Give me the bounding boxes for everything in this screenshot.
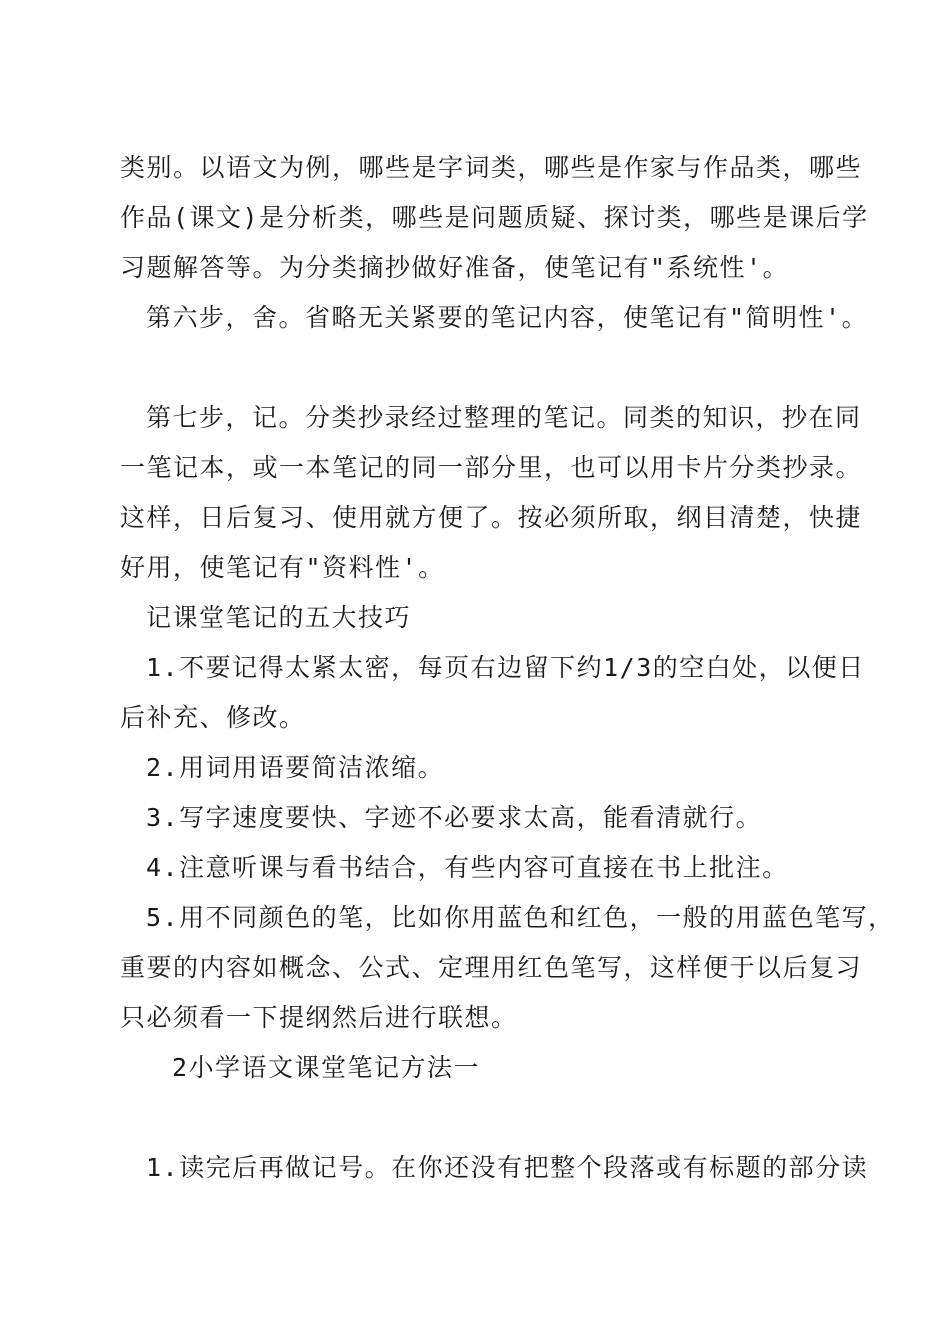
text-line: 第七步，记。分类抄录经过整理的笔记。同类的知识，抄在同 [146, 403, 862, 432]
text-line: 只必须看一下提纲然后进行联想。 [120, 1003, 518, 1032]
text-line: 第六步，舍。省略无关紧要的笔记内容，使笔记有"简明性'。 [146, 303, 869, 332]
text-line: 这样，日后复习、使用就方便了。按必须所取，纲目清楚，快捷 [120, 503, 863, 532]
text-line: 一笔记本，或一本笔记的同一部分里，也可以用卡片分类抄录。 [120, 453, 863, 482]
text-line: 好用，使笔记有"资料性'。 [120, 553, 445, 582]
section-heading: 2小学语文课堂笔记方法一 [172, 1053, 481, 1082]
list-item: 3.写字速度要快、字迹不必要求太高，能看清就行。 [146, 803, 763, 832]
text-line: 重要的内容如概念、公式、定理用红色笔写，这样便于以后复习 [120, 953, 863, 982]
text-line: 作品(课文)是分析类，哪些是问题质疑、探讨类，哪些是课后学 [120, 203, 869, 232]
list-item: 1.不要记得太紧太密，每页右边留下约1/3的空白处，以便日 [146, 653, 865, 682]
list-item: 1.读完后再做记号。在你还没有把整个段落或有标题的部分读 [146, 1153, 869, 1182]
list-item: 4.注意听课与看书结合，有些内容可直接在书上批注。 [146, 853, 789, 882]
text-line: 类别。以语文为例，哪些是字词类，哪些是作家与作品类，哪些 [120, 153, 863, 182]
text-line: 后补充、修改。 [120, 703, 306, 732]
section-heading: 记课堂笔记的五大技巧 [146, 603, 412, 632]
list-item: 2.用词用语要简洁浓缩。 [146, 753, 445, 782]
list-item: 5.用不同颜色的笔，比如你用蓝色和红色，一般的用蓝色笔写， [146, 903, 895, 932]
text-line: 习题解答等。为分类摘抄做好准备，使笔记有"系统性'。 [120, 253, 790, 282]
